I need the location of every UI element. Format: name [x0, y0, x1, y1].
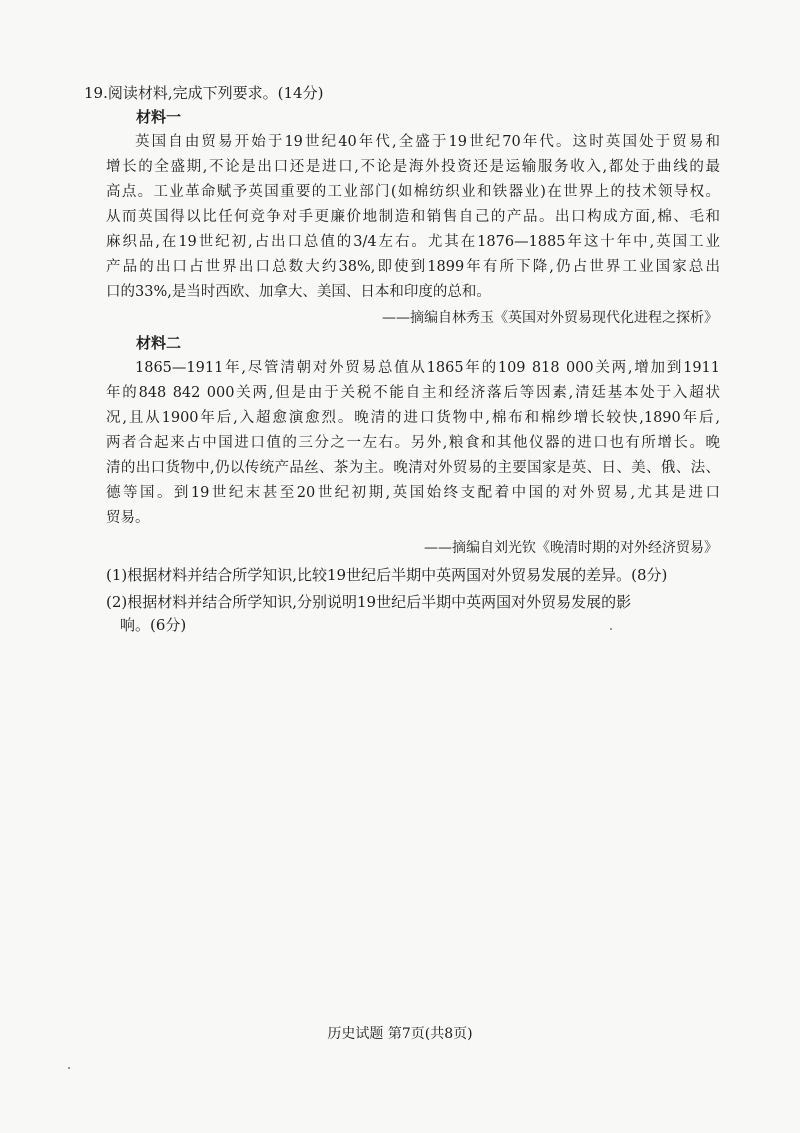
scan-speck — [610, 628, 612, 630]
material-1-line: 高点。工业革命赋予英国重要的工业部门(如棉纺织业和铁器业)在世界上的技术领导权。 — [106, 184, 720, 200]
material-2-line: 两者合起来占中国进口值的三分之一左右。另外,粮食和其他仪器的进口也有所增长。晚 — [106, 435, 720, 451]
task-2-line-2: 响。(6分) — [120, 616, 187, 634]
page-footer: 历史试题 第7页(共8页) — [327, 1026, 473, 1042]
material-1-line: 口的33%,是当时西欧、加拿大、美国、日本和印度的总和。 — [106, 284, 491, 300]
material-2-source: ——摘编自刘光钦《晚清时期的对外经济贸易》 — [424, 540, 718, 556]
scan-speck — [68, 1067, 70, 1069]
material-2-line: 1865—1911年,尽管清朝对外贸易总值从1865年的109 818 000关两,增加到1911 — [135, 360, 720, 376]
task-1: (1)根据材料并结合所学知识,比较19世纪后半期中英两国对外贸易发展的差异。(8分) — [106, 566, 668, 584]
material-2-line: 贸易。 — [106, 510, 150, 526]
material-1-line: 从而英国得以比任何竞争对手更廉价地制造和销售自己的产品。出口构成方面,棉、毛和 — [106, 209, 720, 225]
material-2-line: 德等国。到19世纪末甚至20世纪初期,英国始终支配着中国的对外贸易,尤其是进口 — [106, 485, 720, 501]
material-1-line: 麻织品,在19世纪初,占出口总值的3/4左右。尤其在1876—1885年这十年中,英国工业 — [106, 234, 720, 250]
task-2-line-1: (2)根据材料并结合所学知识,分别说明19世纪后半期中英两国对外贸易发展的影 — [106, 593, 632, 611]
material-1-line: 英国自由贸易开始于19世纪40年代,全盛于19世纪70年代。这时英国处于贸易和 — [135, 134, 720, 150]
material-2-title: 材料二 — [136, 334, 182, 352]
material-1-line: 产品的出口占世界出口总数大约38%,即使到1899年有所下降,仍占世界工业国家总出 — [106, 259, 720, 275]
material-1-line: 增长的全盛期,不论是出口还是进口,不论是海外投资还是运输服务收入,都处于曲线的最 — [106, 159, 720, 175]
question-heading: 19.阅读材料,完成下列要求。(14分) — [84, 84, 324, 102]
material-1-title: 材料一 — [136, 108, 182, 126]
material-2-line: 清的出口货物中,仍以传统产品丝、茶为主。晚清对外贸易的主要国家是英、日、美、俄、法、 — [106, 460, 720, 476]
material-2-line: 年的848 842 000关两,但是由于关税不能自主和经济落后等因素,清廷基本处于入超状 — [106, 385, 720, 401]
material-1-source: ——摘编自林秀玉《英国对外贸易现代化进程之探析》 — [382, 310, 718, 326]
material-2-line: 况,且从1900年后,入超愈演愈烈。晚清的进口货物中,棉布和棉纱增长较快,1890年后, — [106, 410, 720, 426]
